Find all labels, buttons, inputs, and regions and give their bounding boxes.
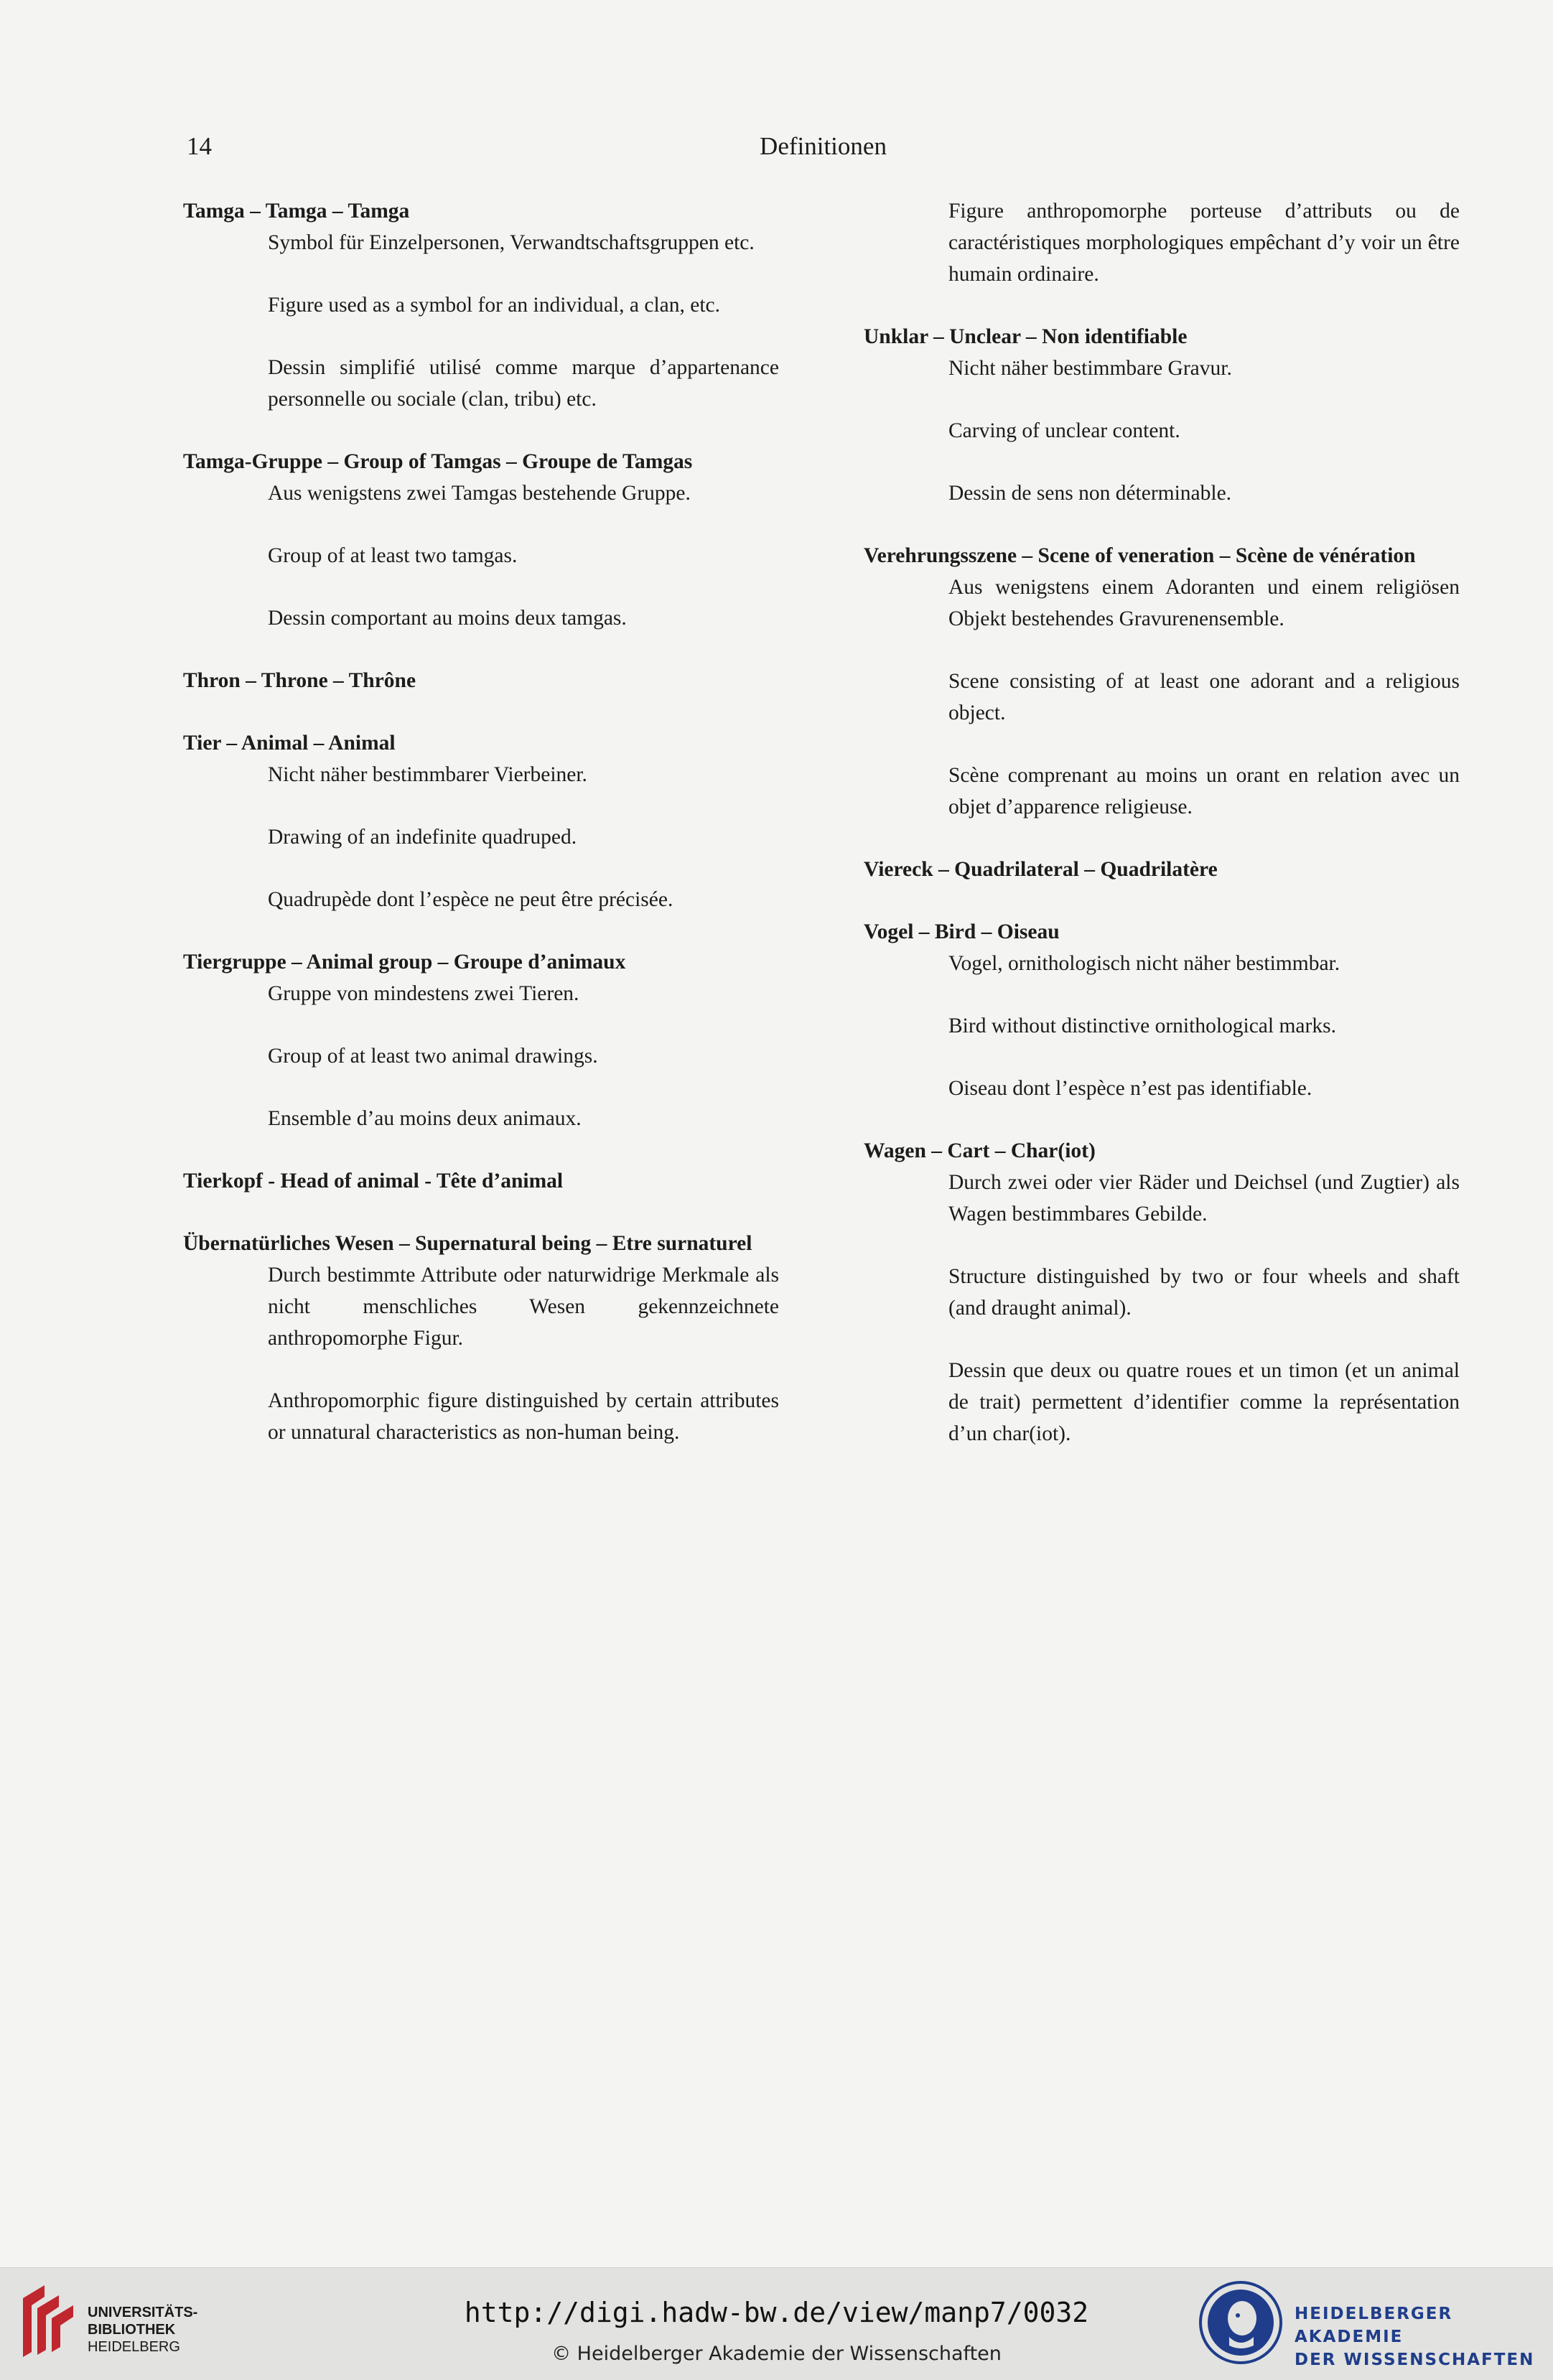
definition-paragraph: Durch zwei oder vier Räder und Deichsel (und Zugtier) als Wagen bestimmbares Gebilde.	[948, 1171, 1460, 1226]
definition-paragraph: Anthropomorphic figure distinguished by certain attributes or unnatural characteristics as non-human being.	[268, 1389, 779, 1444]
copyright-notice: © Heidelberger Akademie der Wissenschaften	[551, 2343, 1002, 2365]
definition-paragraph: Durch bestimmte Attribute oder naturwidrige Merkmale als nicht menschliches Wesen gekennzeichnete anthropomorphe Figur.	[268, 1264, 779, 1350]
definition-paragraph: Dessin comportant au moins deux tamgas.	[268, 607, 627, 630]
academy-name	[1295, 2302, 1553, 2371]
definition-paragraph: Carving of unclear content.	[948, 419, 1180, 442]
definition-paragraph: Symbol für Einzelpersonen, Verwandtschaftsgruppen etc.	[268, 231, 755, 254]
glossary-entry	[864, 916, 1460, 1104]
definition-paragraph: Structure distinguished by two or four wheels and shaft (and draught animal).	[948, 1265, 1460, 1320]
glossary-entry	[183, 727, 779, 915]
definition-paragraph: Drawing of an indefinite quadruped.	[268, 826, 577, 849]
definition-paragraph: Nicht näher bestimmbare Gravur.	[948, 357, 1232, 380]
definition-paragraph: Scène comprenant au moins un orant en relation avec un objet d’apparence religieuse.	[948, 764, 1460, 818]
definition-paragraph: Figure anthropomorphe porteuse d’attributs ou de caractéristiques morphologiques empêchant d’y voir un être humain ordinaire.	[948, 200, 1460, 286]
viewer-footer	[0, 2267, 1553, 2380]
glossary-entry	[183, 946, 779, 1134]
definition-paragraph: Dessin que deux ou quatre roues et un timon (et un animal de trait) permettent d’identifier comme la représentation d’un char(iot).	[948, 1359, 1460, 1445]
entry-heading: Tiergruppe – Animal group – Groupe d’animaux	[183, 951, 626, 974]
definition-paragraph: Ensemble d’au moins deux animaux.	[268, 1107, 582, 1130]
glossary-entry	[864, 195, 1460, 290]
ub-line-2: BIBLIOTHEK	[88, 2322, 176, 2338]
definition-paragraph: Aus wenigstens zwei Tamgas bestehende Gruppe.	[268, 482, 691, 505]
glossary-entry	[864, 540, 1460, 823]
running-title: Definitionen	[760, 132, 887, 160]
glossary-entry	[864, 321, 1460, 509]
entry-heading: Verehrungsszene – Scene of veneration – Scène de vénération	[864, 544, 1416, 567]
entry-heading: Tier – Animal – Animal	[183, 732, 396, 755]
entry-heading: Wagen – Cart – Char(iot)	[864, 1139, 1096, 1162]
glossary-entry	[183, 1228, 779, 1448]
glossary-entry	[864, 854, 1460, 885]
glossary-entry	[183, 665, 779, 696]
glossary-entry	[183, 1165, 779, 1197]
ub-line-3: HEIDELBERG	[88, 2339, 180, 2355]
definition-paragraph: Quadrupède dont l’espèce ne peut être précisée.	[268, 888, 673, 911]
entry-heading: Thron – Throne – Thrône	[183, 669, 416, 692]
definition-paragraph: Scene consisting of at least one adorant and a religious object.	[948, 670, 1460, 724]
academy-seal-icon	[1198, 2279, 1284, 2366]
permalink-url[interactable]: http://digi.hadw-bw.de/view/manp7/0032	[464, 2297, 1089, 2328]
entry-heading: Tierkopf - Head of animal - Tête d’animal	[183, 1170, 564, 1193]
page-number: 14	[187, 132, 212, 160]
definition-paragraph: Gruppe von mindestens zwei Tieren.	[268, 982, 579, 1005]
definition-paragraph: Dessin de sens non déterminable.	[948, 482, 1232, 505]
academy-line-2: DER WISSENSCHAFTEN	[1295, 2351, 1535, 2369]
glossary-entry	[183, 446, 779, 634]
definition-paragraph: Nicht näher bestimmbarer Vierbeiner.	[268, 763, 587, 786]
definition-paragraph: Group of at least two tamgas.	[268, 544, 518, 567]
definition-paragraph: Oiseau dont l’espèce n’est pas identifiable.	[948, 1077, 1312, 1100]
right-column	[864, 195, 1460, 1480]
academy-line-1: HEIDELBERGER AKADEMIE	[1295, 2305, 1453, 2346]
definition-paragraph: Group of at least two animal drawings.	[268, 1045, 598, 1068]
definition-paragraph: Figure used as a symbol for an individual, a clan, etc.	[268, 294, 720, 317]
definition-paragraph: Vogel, ornithologisch nicht näher bestimmbar.	[948, 952, 1340, 975]
entry-heading: Tamga – Tamga – Tamga	[183, 200, 410, 223]
entry-heading: Unklar – Unclear – Non identifiable	[864, 325, 1188, 348]
ub-line-1: UNIVERSITÄTS-	[88, 2305, 198, 2320]
entry-heading: Viereck – Quadrilateral – Quadrilatère	[864, 858, 1218, 881]
definition-paragraph: Aus wenigstens einem Adoranten und einem religiösen Objekt bestehendes Gravurenensemble.	[948, 576, 1460, 630]
entry-heading: Tamga-Gruppe – Group of Tamgas – Groupe de Tamgas	[183, 450, 693, 473]
glossary-entry	[183, 195, 779, 415]
entry-heading: Übernatürliches Wesen – Supernatural being – Etre surnaturel	[183, 1232, 752, 1255]
glossary-entry	[864, 1135, 1460, 1450]
definition-paragraph: Bird without distinctive ornithological marks.	[948, 1014, 1336, 1037]
entry-heading: Vogel – Bird – Oiseau	[864, 920, 1060, 943]
definition-paragraph: Dessin simplifié utilisé comme marque d’appartenance personnelle ou sociale (clan, tribu) etc.	[268, 356, 779, 411]
left-column	[183, 195, 779, 1479]
